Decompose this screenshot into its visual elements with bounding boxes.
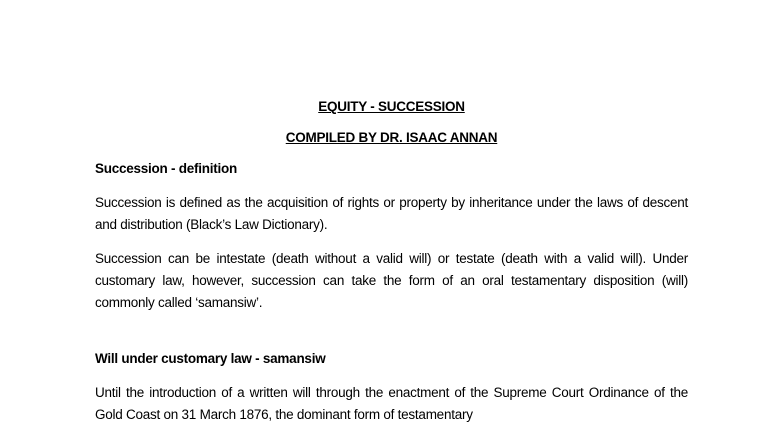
section-heading-customary-will: Will under customary law - samansiw bbox=[95, 351, 326, 366]
paragraph-definition: Succession is defined as the acquisition of rights or property by inheritance under the laws of descent and distribution (Black’s Law Dictionary). bbox=[95, 195, 688, 232]
document-author: COMPILED BY DR. ISAAC ANNAN bbox=[285, 130, 498, 145]
document-body bbox=[95, 96, 688, 438]
paragraph-customary-will: Until the introduction of a written will through the enactment of the Supreme Court Ordinance of the Gold Coast on 31 March 1876, the dominant form of testamentary bbox=[95, 385, 688, 422]
paragraph-intestate-testate: Succession can be intestate (death without a valid will) or testate (death with a valid will). Under customary law, however, succession can take the form of an oral testamentary disposition (will) commonly called ‘samansiw’. bbox=[95, 251, 688, 310]
blank-line bbox=[95, 326, 688, 348]
document-title: EQUITY - SUCCESSION bbox=[318, 99, 465, 114]
section-heading-definition: Succession - definition bbox=[95, 161, 238, 176]
